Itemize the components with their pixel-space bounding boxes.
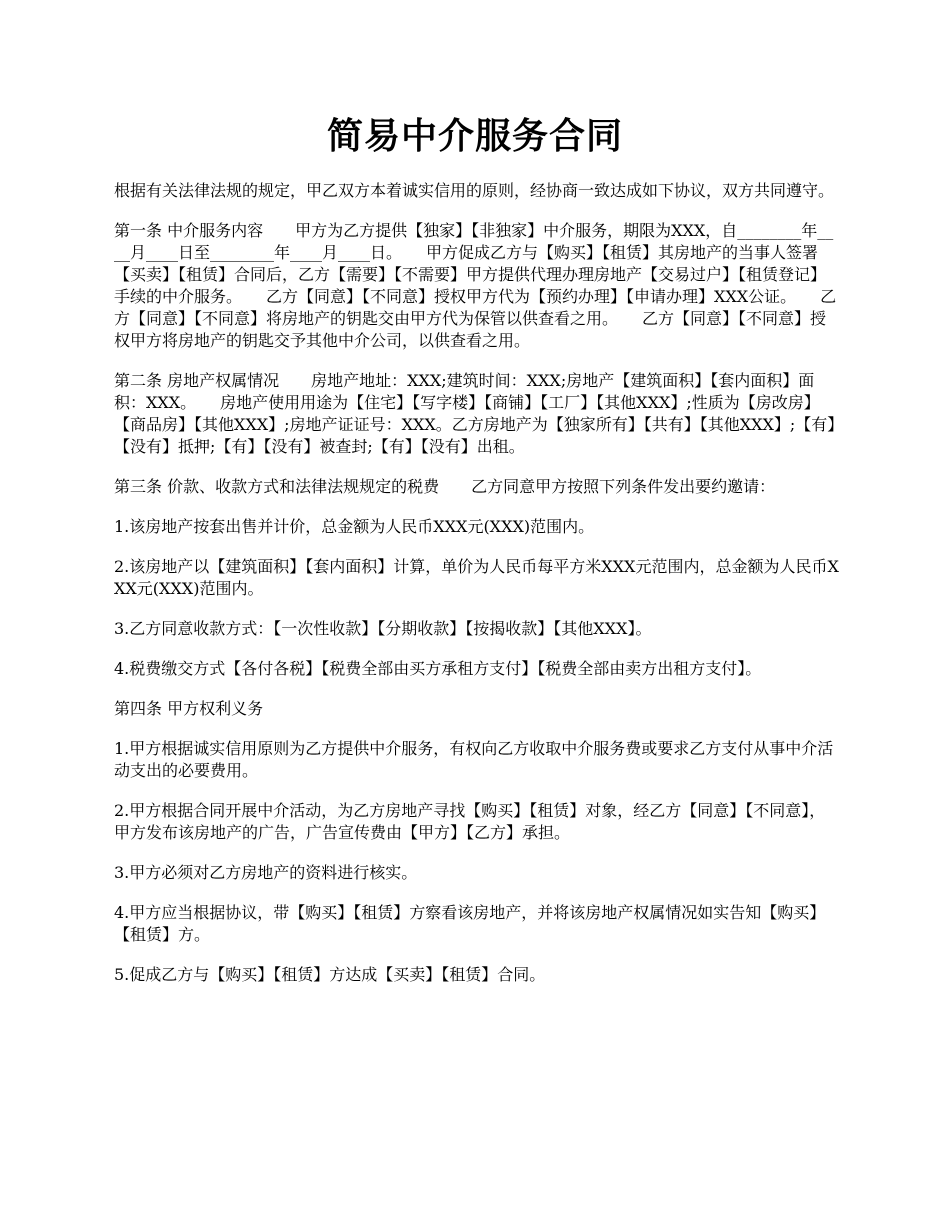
paragraph-article-4-item-1: 1.甲方根据诚实信用原则为乙方提供中介服务，有权向乙方收取中介服务费或要求乙方支付从事中介活动支出的必要费用。 <box>114 739 834 780</box>
paragraph-article-3-item-1: 1.该房地产按套出售并计价，总金额为人民币XXX元(XXX)范围内。 <box>114 517 595 536</box>
document-title: 简易中介服务合同 <box>326 115 623 157</box>
paragraph-article-3-item-2: 2.该房地产以【建筑面积】【套内面积】计算，单价为人民币每平方米XXX元范围内，总金额为人民币XXX元(XXX)范围内。 <box>114 557 839 598</box>
paragraph-preamble: 根据有关法律法规的规定，甲乙双方本着诚实信用的原则，经协商一致达成如下协议，双方共同遵守。 <box>114 181 835 200</box>
paragraph-article-2: 第二条 房地产权属情况 房地产地址：XXX;建筑时间：XXX;房地产【建筑面积】【套内面积】面积：XXX。 房地产使用用途为【住宅】【写字楼】【商铺】【工厂】【其他XXX】;性质为【房改房】【商品房】【其他XXX】;房地产证证号：XXX。乙方房地产为【独家所有】【共有】【其他XXX】;【有】【没有】抵押;【有】【没有】被查封;【有】【没有】出租。 <box>114 371 836 456</box>
paragraph-article-4-item-5: 5.促成乙方与【购买】【租赁】方达成【买卖】【租赁】合同。 <box>114 965 546 984</box>
paragraph-article-4-item-4: 4.甲方应当根据协议，带【购买】【租赁】方察看该房地产，并将该房地产权属情况如实告知【购买】【租赁】方。 <box>114 903 826 944</box>
document-body <box>114 180 840 1004</box>
paragraph-article-1: 第一条 中介服务内容 甲方为乙方提供【独家】【非独家】中介服务，期限为XXX，自________年____月____日至________年____月____日。 甲方促成乙方与【购买】【租赁】其房地产的当事人签署【买卖】【租赁】合同后，乙方【需要】【不需要】甲方提供代理办理房地产【交易过户】【租赁登记】手续的中介服务。 乙方【同意】【不同意】授权甲方代为【预约办理】【申请办理】XXX公证。 乙方【同意】【不同意】将房地产的钥匙交由甲方代为保管以供查看之用。 乙方【同意】【不同意】授权甲方将房地产的钥匙交予其他中介公司，以供查看之用。 <box>114 221 837 350</box>
paragraph-article-3: 第三条 价款、收款方式和法律法规规定的税费 乙方同意甲方按照下列条件发出要约邀请： <box>114 477 776 496</box>
paragraph-article-4: 第四条 甲方权利义务 <box>114 699 264 718</box>
paragraph-article-4-item-3: 3.甲方必须对乙方房地产的资料进行核实。 <box>114 863 418 882</box>
paragraph-article-3-item-4: 4.税费缴交方式【各付各税】【税费全部由买方承租方支付】【税费全部由卖方出租方支付】。 <box>114 659 762 678</box>
paragraph-article-3-item-3: 3.乙方同意收款方式：【一次性收款】【分期收款】【按揭收款】【其他XXX】。 <box>114 619 652 638</box>
paragraph-article-4-item-2: 2.甲方根据合同开展中介活动，为乙方房地产寻找【购买】【租赁】对象，经乙方【同意】【不同意】，甲方发布该房地产的广告，广告宣传费由【甲方】【乙方】承担。 <box>114 801 826 842</box>
